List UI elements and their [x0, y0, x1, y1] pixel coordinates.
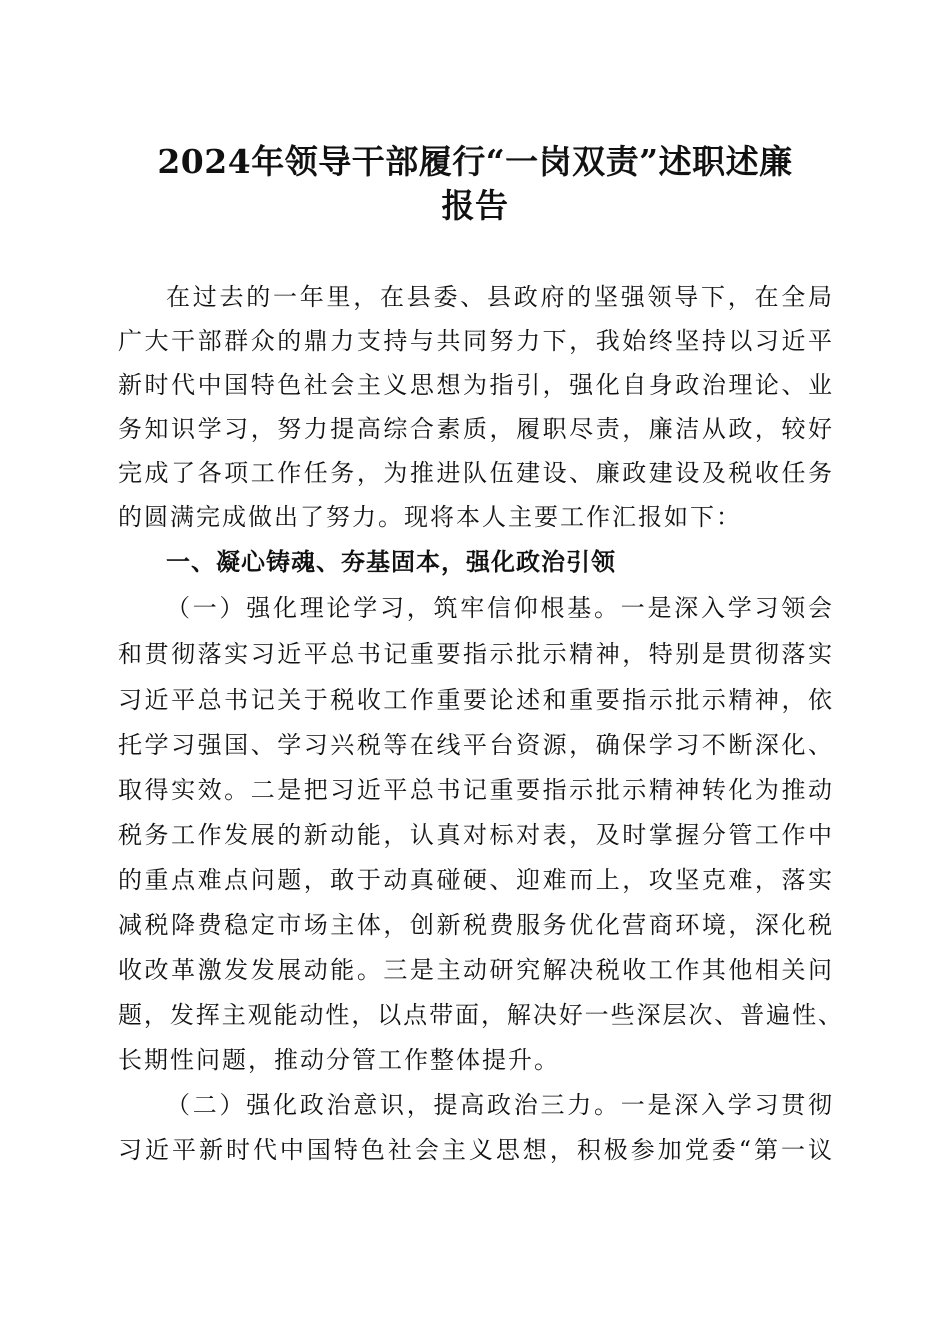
- paragraph-line: 务知识学习，努力提高综合素质，履职尽责，廉洁从政，较好: [118, 415, 832, 443]
- paragraph-line: 在过去的一年里，在县委、县政府的坚强领导下，在全局: [166, 283, 832, 311]
- paragraph-line: 减税降费稳定市场主体，创新税费服务优化营商环境，深化税: [118, 911, 832, 939]
- paragraph-line: 的重点难点问题，敢于动真碰硬、迎难而上，攻坚克难，落实: [118, 866, 832, 894]
- document-title-line-2: 报告: [441, 186, 509, 225]
- paragraph-line: 新时代中国特色社会主义思想为指引，强化自身政治理论、业: [118, 371, 832, 399]
- paragraph-line: 取得实效。二是把习近平总书记重要指示批示精神转化为推动: [118, 776, 832, 804]
- paragraph-line: 税务工作发展的新动能，认真对标对表，及时掌握分管工作中: [118, 821, 832, 849]
- paragraph-line: 题，发挥主观能动性，以点带面，解决好一些深层次、普遍性、: [118, 1001, 842, 1029]
- document-title-line-1: 2024年领导干部履行“一岗双责”述职述廉: [157, 142, 793, 181]
- paragraph-line: 收改革激发发展动能。三是主动研究解决税收工作其他相关问: [118, 956, 832, 984]
- paragraph-line: （一）强化理论学习，筑牢信仰根基。一是深入学习领会: [166, 594, 832, 622]
- section-heading: 一、凝心铸魂、夯基固本，强化政治引领: [166, 548, 616, 576]
- paragraph-line: 长期性问题，推动分管工作整体提升。: [118, 1046, 560, 1074]
- paragraph-line: （二）强化政治意识，提高政治三力。一是深入学习贯彻: [166, 1091, 832, 1119]
- paragraph-line: 习近平总书记关于税收工作重要论述和重要指示批示精神，依: [118, 686, 832, 714]
- paragraph-line: 和贯彻落实习近平总书记重要指示批示精神，特别是贯彻落实: [118, 640, 832, 668]
- paragraph-line: 托学习强国、学习兴税等在线平台资源，确保学习不断深化、: [118, 731, 832, 759]
- paragraph-line: 习近平新时代中国特色社会主义思想，积极参加党委“第一议: [118, 1136, 832, 1164]
- paragraph-line: 广大干部群众的鼎力支持与共同努力下，我始终坚持以习近平: [118, 327, 832, 355]
- paragraph-line: 的圆满完成做出了努力。现将本人主要工作汇报如下：: [118, 503, 742, 531]
- paragraph-line: 完成了各项工作任务，为推进队伍建设、廉政建设及税收任务: [118, 459, 832, 487]
